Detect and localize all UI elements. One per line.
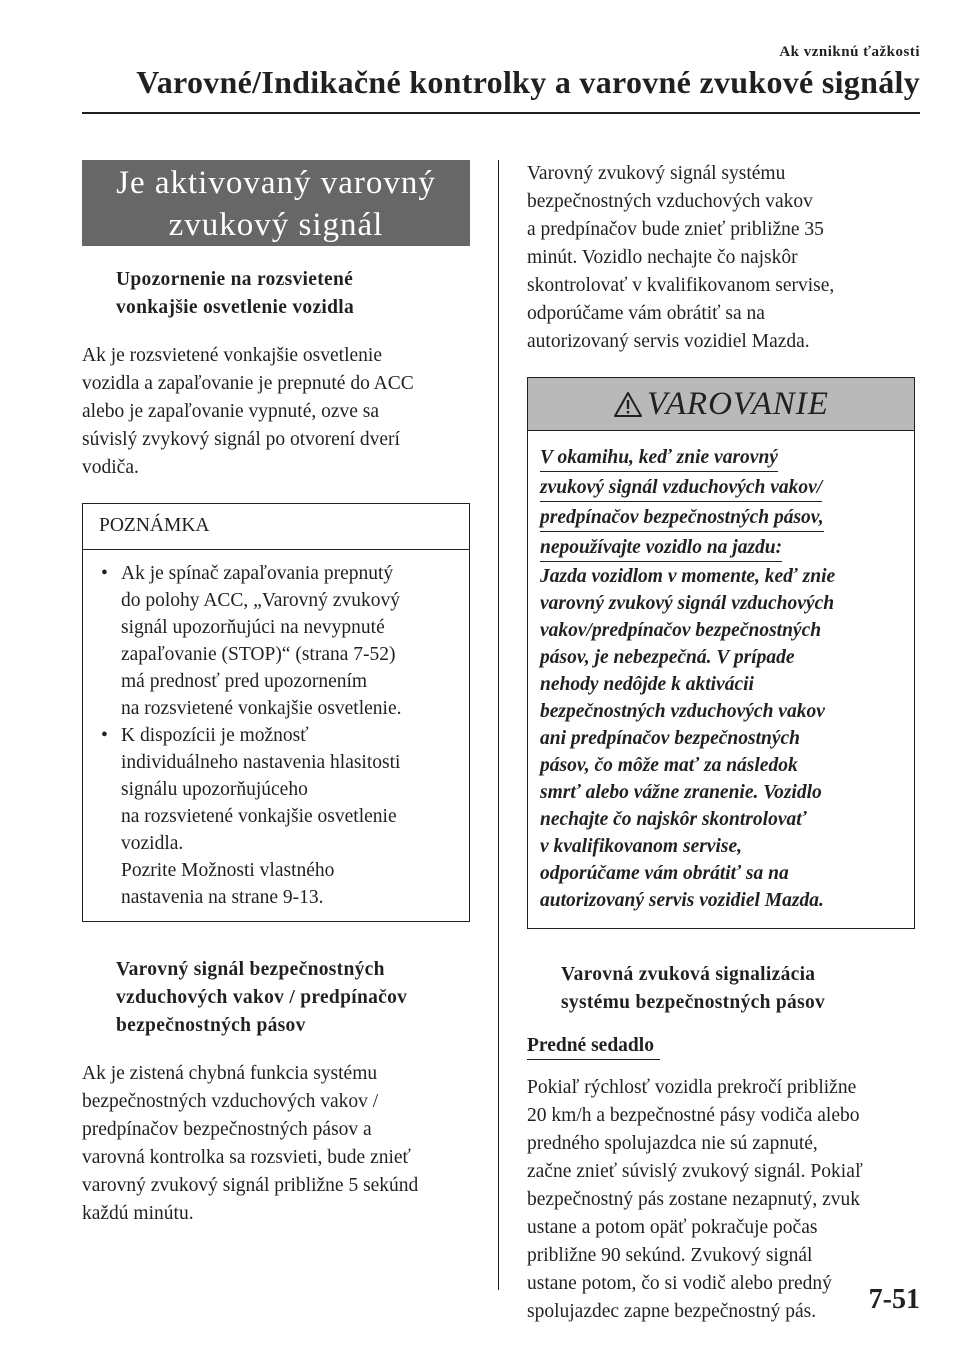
- text-line: zvukový signál vzduchových vakov/: [540, 475, 822, 502]
- text-line: K dispozícii je možnosť: [121, 725, 309, 746]
- note-box: [82, 503, 470, 922]
- text-line: ustane potom, čo si vodič alebo predný: [527, 1273, 832, 1294]
- text-line: bezpečnostný pás zostane nezapnutý, zvuk: [527, 1189, 861, 1210]
- text-line: na rozsvietené vonkajšie osvetlenie.: [121, 698, 402, 719]
- text-line: autorizovaný servis vozidiel Mazda.: [527, 331, 810, 352]
- warning-box: [527, 377, 915, 929]
- text-line: predpínačov bezpečnostných pásov,: [540, 505, 824, 532]
- warning-triangle-icon: [613, 391, 643, 418]
- text-line: vodiča.: [82, 457, 139, 478]
- text-line: Ak je rozsvietené vonkajšie osvetlenie: [82, 345, 382, 366]
- text-line: smrť alebo vážne zranenie. Vozidlo: [540, 782, 822, 803]
- header-rule: [82, 112, 920, 114]
- text-line: Pokiaľ rýchlosť vozidla prekročí približne: [527, 1077, 857, 1098]
- text-line: varovný zvukový signál vzduchových: [540, 593, 835, 614]
- right-column: [527, 160, 915, 1326]
- text-line: súvislý zvykový signál po otvorení dverí: [82, 429, 400, 450]
- text-line: bezpečnostných vzduchových vakov: [540, 701, 825, 722]
- text-line: Jazda vozidlom v momente, keď znie: [540, 566, 836, 587]
- text-line: a predpínačov bude znieť približne 35: [527, 219, 824, 240]
- text-line: v kvalifikovanom servise,: [540, 836, 742, 857]
- text-line: vozidla.: [121, 833, 184, 854]
- text-line: skontrolovať v kvalifikovanom servise,: [527, 275, 835, 296]
- warning-underlined-intro: [540, 443, 902, 563]
- text-line: autorizovaný servis vozidiel Mazda.: [540, 890, 824, 911]
- note-item: [99, 560, 457, 722]
- text-line: každú minútu.: [82, 1203, 194, 1224]
- lights-warning-paragraph: [82, 342, 470, 482]
- subhead-line: Varovný signál bezpečnostných: [116, 959, 385, 980]
- text-line: predného spolujazdca nie sú zapnuté,: [527, 1133, 818, 1154]
- bullet-icon: •: [101, 725, 108, 746]
- page-number: 7-51: [868, 1284, 920, 1315]
- note-title: POZNÁMKA: [83, 504, 469, 550]
- airbag-warning-subhead: [116, 956, 470, 1040]
- text-line: signál upozorňujúci na nevypnuté: [121, 617, 385, 638]
- text-line: nehody nedôjde k aktivácii: [540, 674, 754, 695]
- text-line: Pozrite Možnosti vlastného: [121, 860, 335, 881]
- subhead-line: vzduchových vakov / predpínačov: [116, 987, 408, 1008]
- text-line: individuálneho nastavenia hlasitosti: [121, 752, 401, 773]
- text-line: Ak je spínač zapaľovania prepnutý: [121, 563, 394, 584]
- note-item: [99, 722, 457, 911]
- text-line: na rozsvietené vonkajšie osvetlenie: [121, 806, 397, 827]
- text-line: nechajte čo najskôr skontrolovať: [540, 809, 807, 830]
- text-line: bezpečnostných vzduchových vakov: [527, 191, 813, 212]
- text-line: varovný zvukový signál približne 5 sekúnd: [82, 1175, 419, 1196]
- text-line: vakov/predpínačov bezpečnostných: [540, 620, 822, 641]
- left-column: [82, 160, 470, 1228]
- text-line: nepoužívajte vozidlo na jazdu:: [540, 535, 782, 562]
- text-line: do polohy ACC, „Varovný zvukový: [121, 590, 400, 611]
- subhead-line: Varovná zvuková signalizácia: [561, 964, 816, 985]
- text-line: minút. Vozidlo nechajte čo najskôr: [527, 247, 798, 268]
- text-line: približne 90 sekúnd. Zvukový signál: [527, 1245, 813, 1266]
- front-seat-heading: Predné sedadlo: [527, 1033, 660, 1060]
- subhead-line: systému bezpečnostných pásov: [561, 992, 826, 1013]
- text-line: Ak je zistená chybná funkcia systému: [82, 1063, 378, 1084]
- text-line: odporúčame vám obrátiť sa na: [540, 863, 789, 884]
- column-divider: [498, 160, 499, 1290]
- subhead-line: vonkajšie osvetlenie vozidla: [116, 297, 355, 318]
- text-line: ustane a potom opäť pokračuje počas: [527, 1217, 818, 1238]
- text-line: Varovný zvukový signál systému: [527, 163, 786, 184]
- belt-warning-subhead: [561, 961, 915, 1017]
- header-section: Ak vzniknú ťažkosti: [779, 44, 920, 60]
- text-line: odporúčame vám obrátiť sa na: [527, 303, 765, 324]
- belt-warning-paragraph: [527, 1074, 915, 1326]
- subhead-line: bezpečnostných pásov: [116, 1015, 306, 1036]
- text-line: alebo je zapaľovanie vypnuté, ozve sa: [82, 401, 380, 422]
- warning-body: [528, 431, 914, 928]
- text-line: signálu upozorňujúceho: [121, 779, 308, 800]
- warning-text: [540, 563, 902, 914]
- text-line: pásov, čo môže mať za následok: [540, 755, 798, 776]
- text-line: ani predpínačov bezpečnostných: [540, 728, 800, 749]
- text-line: V okamihu, keď znie varovný: [540, 445, 778, 472]
- text-line: vozidla a zapaľovanie je prepnuté do ACC: [82, 373, 414, 394]
- text-line: začne znieť súvislý zvukový signál. Pokiaľ: [527, 1161, 863, 1182]
- page-title: Varovné/Indikačné kontrolky a varovné zvukové signály: [136, 64, 920, 100]
- text-line: 20 km/h a bezpečnostné pásy vodiča alebo: [527, 1105, 860, 1126]
- text-line: má prednosť pred upozornením: [121, 671, 368, 692]
- section-title-line: zvukový signál: [168, 207, 384, 243]
- airbag-warning-continuation: [527, 160, 915, 356]
- lights-warning-subhead: [116, 266, 470, 322]
- text-line: pásov, je nebezpečná. V prípade: [540, 647, 795, 668]
- text-line: nastavenia na strane 9-13.: [121, 887, 324, 908]
- warning-header: [528, 378, 914, 431]
- text-line: spolujazdec zapne bezpečnostný pás.: [527, 1301, 817, 1322]
- bullet-icon: •: [101, 563, 108, 584]
- text-line: varovná kontrolka sa rozsvieti, bude znieť: [82, 1147, 411, 1168]
- text-line: bezpečnostných vzduchových vakov /: [82, 1091, 379, 1112]
- subhead-line: Upozornenie na rozsvietené: [116, 269, 354, 290]
- text-line: predpínačov bezpečnostných pásov a: [82, 1119, 372, 1140]
- warning-title: VAROVANIE: [647, 385, 829, 422]
- airbag-warning-paragraph: [82, 1060, 470, 1228]
- section-title-line: Je aktivovaný varovný: [116, 165, 436, 201]
- text-line: zapaľovanie (STOP)“ (strana 7-52): [121, 644, 396, 665]
- section-title-banner: [82, 160, 470, 246]
- note-body: [83, 550, 469, 921]
